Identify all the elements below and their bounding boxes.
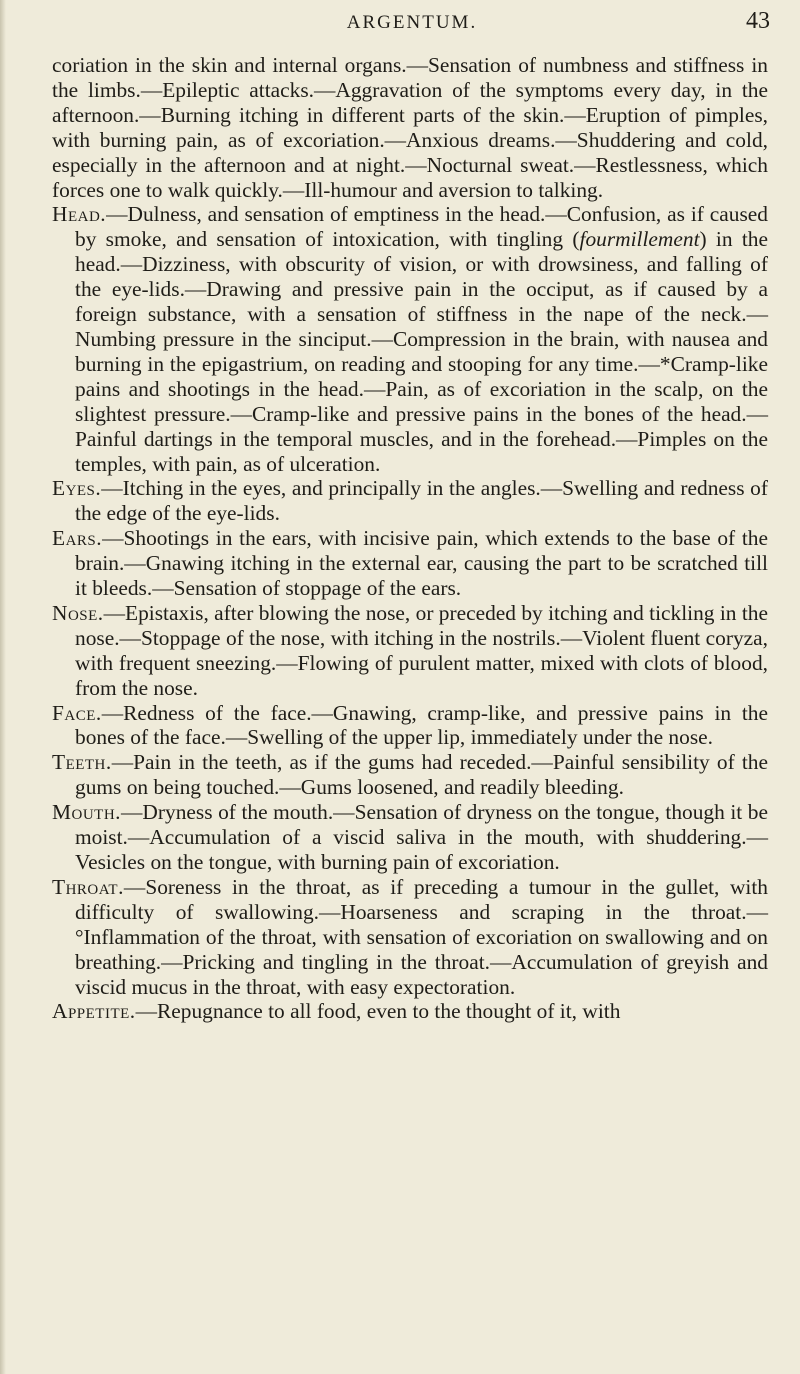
section-teeth <box>52 750 768 800</box>
section-mouth <box>52 800 768 875</box>
intro-paragraph: coriation in the skin and internal organs.—Sensation of numbness and stiffness in the limbs.—Epileptic attacks.—Aggravation of the symptoms every day, in the afternoon.—Burning itching in different parts of the skin.—Eruption of pimples, with burning pain, as of excoriation.—Anxious dreams.—Shuddering and cold, especially in the afternoon and at night.—Nocturnal sweat.—Restlessness, which forces one to walk quickly.—Ill-humour and aversion to talking. <box>52 53 768 202</box>
section-eyes <box>52 476 768 526</box>
section-text: ) in the head.—Dizziness, with obscurity of vision, or with drowsiness, and falling of the eye-lids.—Drawing and pressive pain in the occiput, as if caused by a foreign substance, with a sensation of stiffness in the nape of the neck.—Numbing pressure in the sinciput.—Compression in the brain, with nausea and burning in the epigastrium, on reading and stooping for any time.—*Cramp-like pains and shootings in the head.—Pain, as of excoriation in the scalp, on the slightest pressure.—Cramp-like and pressive pains in the bones of the head.—Painful dartings in the temporal muscles, and in the forehead.—Pimples on the temples, with pain, as of ulceration. <box>75 227 768 476</box>
section-appetite <box>52 999 768 1024</box>
section-nose <box>52 601 768 701</box>
section-heading: Ears. <box>52 526 103 551</box>
section-heading: Nose. <box>52 600 104 625</box>
section-text: —Dryness of the mouth.—Sensation of dryness on the tongue, though it be moist.—Accumulation of a viscid saliva in the mouth, with shuddering.—Vesicles on the tongue, with burning pain of excoriation. <box>75 800 768 874</box>
section-heading: Eyes. <box>52 476 102 501</box>
page-header <box>54 8 770 38</box>
section-text: —Repugnance to all food, even to the thought of it, with <box>135 999 621 1024</box>
page-body <box>52 53 768 1024</box>
section-text: —Dulness, and sensation of emptiness in the head.—Confusion, as if caused by smoke, and sensation of intoxication, with tingling ( <box>75 202 768 252</box>
section-ears <box>52 526 768 601</box>
section-text: —Pain in the teeth, as if the gums had receded.—Painful sensibility of the gums on being touched.—Gums loosened, and readily bleeding. <box>75 750 768 800</box>
page-binding-edge <box>0 0 6 1374</box>
section-text: —Soreness in the throat, as if preceding a tumour in the gullet, with difficulty of swallowing.—Hoarseness and scraping in the throat.—°Inflammation of the throat, with sensation of excoriation on swallowing and on breathing.—Pricking and tingling in the throat.—Accumulation of greyish and viscid mucus in the throat, with easy expectoration. <box>75 874 768 999</box>
section-text: —Shootings in the ears, with incisive pain, which extends to the base of the brain.—Gnawing itching in the external ear, causing the part to be scratched till it bleeds.—Sensation of stoppage of the ears. <box>75 526 768 601</box>
section-heading: Throat. <box>52 874 124 899</box>
section-text: —Epistaxis, after blowing the nose, or preceded by itching and tickling in the nose.—Stoppage of the nose, with itching in the nostrils.—Violent fluent coryza, with frequent sneezing.—Flowing of purulent matter, mixed with clots of blood, from the nose. <box>75 600 768 700</box>
section-face <box>52 701 768 751</box>
section-heading: Teeth. <box>52 750 112 775</box>
section-heading: Appetite. <box>52 999 136 1024</box>
section-head <box>52 202 768 476</box>
section-heading: Mouth. <box>52 800 122 825</box>
page-number: 43 <box>746 8 770 34</box>
section-heading: Head. <box>52 202 107 227</box>
running-title: ARGENTUM. <box>346 12 478 33</box>
section-throat <box>52 875 768 1000</box>
section-text-italic: fourmillement <box>579 227 700 252</box>
section-text: —Itching in the eyes, and principally in the angles.—Swelling and redness of the edge of the eye-lids. <box>75 476 768 526</box>
section-text: —Redness of the face.—Gnawing, cramp-like, and pressive pains in the bones of the face.—Swelling of the upper lip, immediately under the nose. <box>75 700 768 750</box>
section-heading: Face. <box>52 700 102 725</box>
